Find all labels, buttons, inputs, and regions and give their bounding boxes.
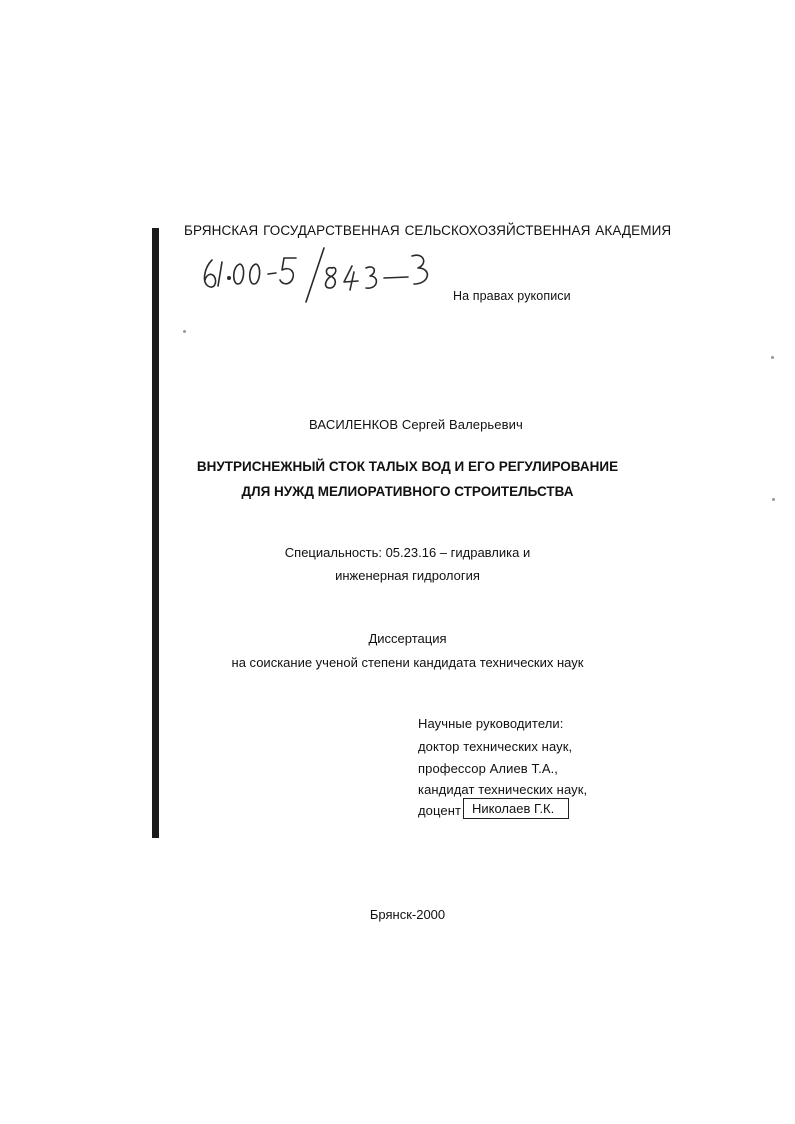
manuscript-rights-note: На правах рукописи [453,289,571,303]
supervisor-2-name-stamp: Николаев Г.К. [463,798,569,819]
degree-sought: на соискание ученой степени кандидата технических наук [231,655,584,670]
supervisor-1-name: профессор Алиев Т.А., [418,761,559,776]
author-name: ВАСИЛЕНКОВ Сергей Валерьевич [309,417,523,432]
scan-speck [771,356,774,359]
scan-speck [772,498,775,501]
specialty-line-2: инженерная гидрология [335,568,480,583]
handwritten-registration-number [198,244,448,306]
supervisor-2-degree: кандидат технических наук, [418,782,588,797]
specialty-line-1: Специальность: 05.23.16 – гидравлика и [284,545,531,560]
institution-name: БРЯНСКАЯ ГОСУДАРСТВЕННАЯ СЕЛЬСКОХОЗЯЙСТВЕННАЯ АКАДЕМИЯ [184,223,672,238]
supervisor-2-title: доцент [418,803,462,818]
thesis-title-line-2: ДЛЯ НУЖД МЕЛИОРАТИВНОГО СТРОИТЕЛЬСТВА [241,484,574,499]
supervisors-heading: Научные руководители: [418,716,564,731]
thesis-title-line-1: ВНУТРИСНЕЖНЫЙ СТОК ТАЛЫХ ВОД И ЕГО РЕГУЛИРОВАНИЕ [196,459,619,474]
scan-edge-shadow [152,228,159,838]
dissertation-label: Диссертация [368,631,447,646]
supervisor-1-degree: доктор технических наук, [418,739,573,754]
scan-speck [183,330,186,333]
city-year: Брянск-2000 [369,907,446,922]
